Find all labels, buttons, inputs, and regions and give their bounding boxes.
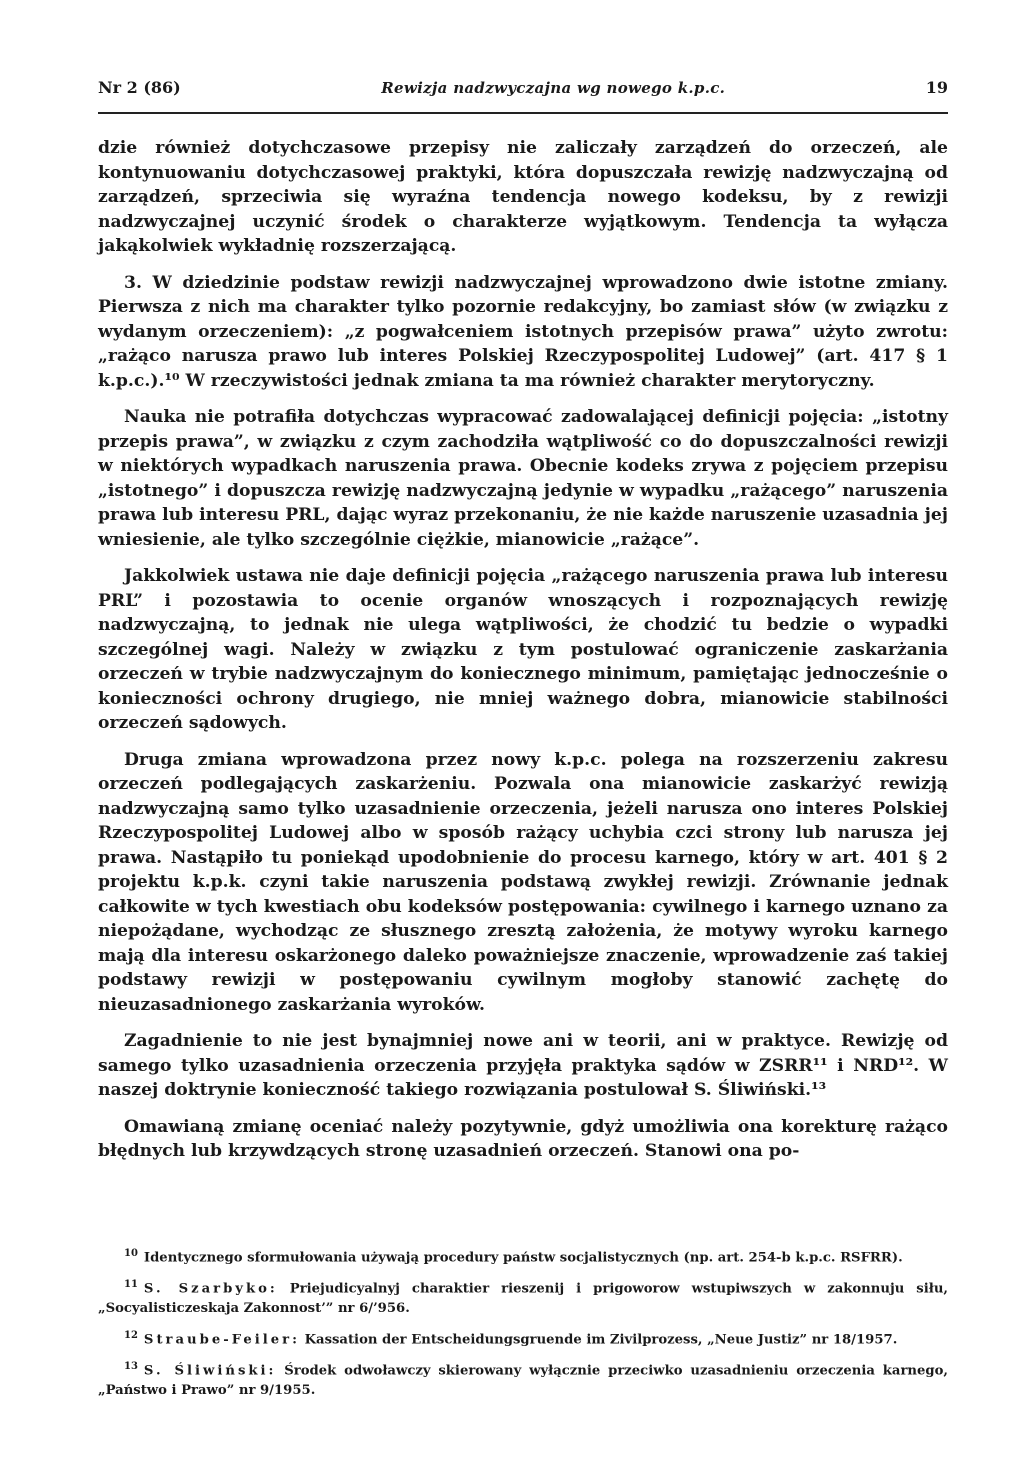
header-rule	[98, 112, 948, 114]
footnote-text: Środek odwoławczy skierowany wyłącznie przeciwko uzasadnieniu orzeczenia karnego, „Państwo i Prawo” nr 9/1955.	[98, 1363, 949, 1398]
footnote	[98, 1357, 948, 1399]
footnote	[98, 1244, 948, 1267]
paragraph: Omawianą zmianę oceniać należy pozytywnie, gdyż umożliwia ona korekturę rażąco błędnych lub krzywdzących stronę uzasadnień orzeczeń. Stanowi ona po-	[98, 1116, 948, 1161]
running-header	[98, 78, 948, 97]
footnotes	[98, 1244, 948, 1408]
paragraph: Jakkolwiek ustawa nie daje definicji pojęcia „rażącego naruszenia prawa lub interesu PRL” i pozostawia to ocenie organów wnoszących i rozpoznających rewizję nadzwyczajną, to jednak nie ulega wątpliwości, że chodzić tu bedzie o wypadki szczególnej wagi. Należy w związku z tym postulować ograniczenie zaskarżania orzeczeń w trybie nadzwyczajnym do koniecznego minimum, pamiętając jednocześnie o konieczności ochrony drugiego, nie mniej ważnego dobra, mianowicie stabilności orzeczeń sądowych.	[98, 566, 948, 733]
footnote-text: Kassation der Entscheidungsgruende im Zivilprozess, „Neue Justiz” nr 18/1957.	[304, 1332, 898, 1348]
paragraph: Druga zmiana wprowadzona przez nowy k.p.c. polega na rozszerzeniu zakresu orzeczeń podlegających zaskarżeniu. Pozwala ona mianowicie zaskarżyć rewizją nadzwyczajną samo tylko uzasadnienie orzeczenia, jeżeli narusza ono interes Polskiej Rzeczypospolitej Ludowej albo w sposób rażący uchybia czci strony lub narusza jej prawa. Nastąpiło tu poniekąd upodobnienie do procesu karnego, który w art. 401 § 2 projektu k.p.k. czyni takie naruszenia podstawą zwykłej rewizji. Zrównanie jednak całkowite w tych kwestiach obu kodeksów postępowania: cywilnego i karnego uznano za niepożądane, wychodząc ze słusznego zresztą założenia, że motywy wyroku karnego mają dla interesu oskarżonego daleko poważniejsze znaczenie, wprowadzenie zaś takiej podstawy rewizji w postępowaniu cywilnym mogłoby stanowić zachętę do nieuzasadnionego zaskarżania wyroków.	[98, 749, 948, 1015]
paragraph: Nauka nie potrafiła dotychczas wypracować zadowalającej definicji pojęcia: „istotny przepis prawa”, w związku z czym zachodziła wątpliwość co do dopuszczalności rewizji w niektórych wypadkach naruszenia prawa. Obecnie kodeks zrywa z pojęciem przepisu „istotnego” i dopuszcza rewizję nadzwyczajną jedynie w wypadku „rażącego” naruszenia prawa lub interesu PRL, dając wyraz przekonaniu, że nie każde naruszenie uzasadnia jej wniesienie, ale tylko szczególnie ciężkie, mianowicie „rażące”.	[98, 407, 949, 550]
paragraph: Zagadnienie to nie jest bynajmniej nowe ani w teorii, ani w praktyce. Rewizję od samego tylko uzasadnienia orzeczenia przyjęła praktyka sądów w ZSRR¹¹ i NRD¹². W naszej doktrynie konieczność takiego rozwiązania postulował S. Śliwiński.¹³	[98, 1031, 948, 1100]
main-text	[98, 136, 948, 1176]
footnote-author: Straube-Feiler:	[143, 1332, 300, 1348]
footnote-number: 10	[124, 1248, 138, 1259]
footnote-text: Priejudicyalnyj charaktier rieszenij i prigoworow wstupiwszych w zakonnuju siłu, „Socyalisticzeskaja Zakonnost’” nr 6/’956.	[98, 1281, 948, 1316]
footnote-number: 12	[124, 1329, 138, 1341]
footnote-text: Identycznego sformułowania używają procedury państw socjalistycznych (np. art. 254-b k.p.c. RSFRR).	[143, 1250, 903, 1266]
page-number: 19	[925, 78, 948, 97]
footnote-author: S. Szarbyko:	[143, 1281, 278, 1297]
footnote	[98, 1326, 948, 1349]
footnote-number: 11	[124, 1279, 138, 1291]
issue-number: Nr 2 (86)	[98, 78, 181, 97]
running-title: Rewizja nadzwyczajna wg nowego k.p.c.	[381, 79, 726, 97]
paragraph: dzie również dotychczasowe przepisy nie zaliczały zarządzeń do orzeczeń, ale kontynuowaniu dotychczasowej praktyki, która dopuszczała rewizję nadzwyczajną od zarządzeń, sprzeciwia się wyraźna tendencja nowego kodeksu, by z rewizji nadzwyczajnej uczynić środek o charakterze wyjątkowym. Tendencja ta wyłącza jakąkolwiek wykładnię rozszerzającą.	[98, 138, 948, 256]
footnote-author: S. Śliwiński:	[143, 1363, 277, 1379]
footnote-number: 13	[124, 1361, 138, 1373]
footnote	[98, 1275, 948, 1317]
paragraph: 3. W dziedzinie podstaw rewizji nadzwyczajnej wprowadzono dwie istotne zmiany. Pierwsza z nich ma charakter tylko pozornie redakcyjny, bo zamiast słów (w związku z wydanym orzeczeniem): „z pogwałceniem istotnych przepisów prawa” użyto zwrotu: „rażąco narusza prawo lub interes Polskiej Rzeczypospolitej Ludowej” (art. 417 § 1 k.p.c.).¹⁰ W rzeczywistości jednak zmiana ta ma również charakter merytoryczny.	[98, 272, 948, 391]
